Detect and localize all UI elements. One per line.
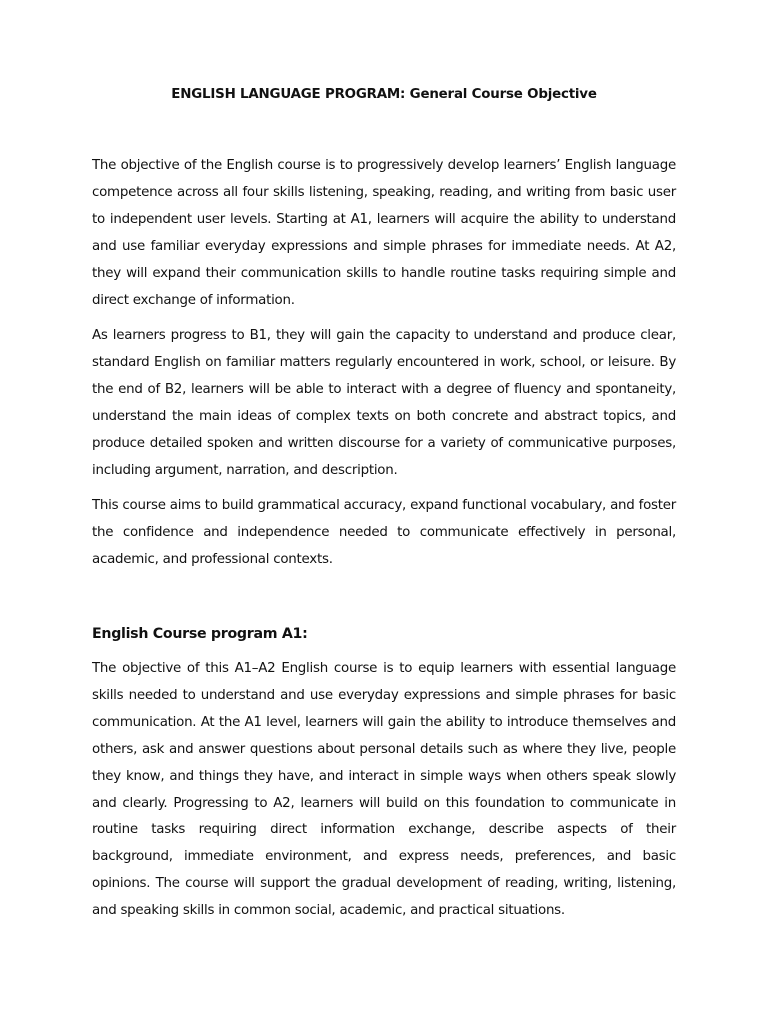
objective-paragraph-1: The objective of the English course is to progressively develop learners’ English language competence across all four skills listening, speaking, reading, and writing from basic user to independent user levels. Starting at A1, learners will acquire the ability to understand and use familiar everyday expressions and simple phrases for immediate needs. At A2, they will expand their communication skills to handle routine tasks requiring simple and direct exchange of information. — [92, 158, 676, 308]
objective-paragraph-3: This course aims to build grammatical accuracy, expand functional vocabulary, and foster the confidence and independence needed to communicate effectively in personal, academic, and professional contexts. — [92, 498, 676, 567]
objective-paragraph-2: As learners progress to B1, they will gain the capacity to understand and produce clear, standard English on familiar matters regularly encountered in work, school, or leisure. By the end of B2, learners will be able to interact with a degree of fluency and spontaneity, understand the main ideas of complex texts on both concrete and abstract topics, and produce detailed spoken and written discourse for a variety of communicative purposes, including argument, narration, and description. — [92, 328, 676, 478]
section-paragraph-a1: The objective of this A1–A2 English course is to equip learners with essential language skills needed to understand and use everyday expressions and simple phrases for basic communication. At the A1 level, learners will gain the ability to introduce themselves and others, ask and answer questions about personal details such as where they live, people they know, and things they have, and interact in simple ways when others speak slowly and clearly. Progressing to A2, learners will build on this foundation to communicate in routine tasks requiring direct information exchange, describe aspects of their background, immediate environment, and express needs, preferences, and basic opinions. The course will support the gradual development of reading, writing, listening, and speaking skills in common social, academic, and practical situations. — [92, 661, 676, 919]
section-heading-a1: English Course program A1: — [92, 626, 308, 642]
document-title: ENGLISH LANGUAGE PROGRAM: General Course Objective — [171, 87, 597, 102]
